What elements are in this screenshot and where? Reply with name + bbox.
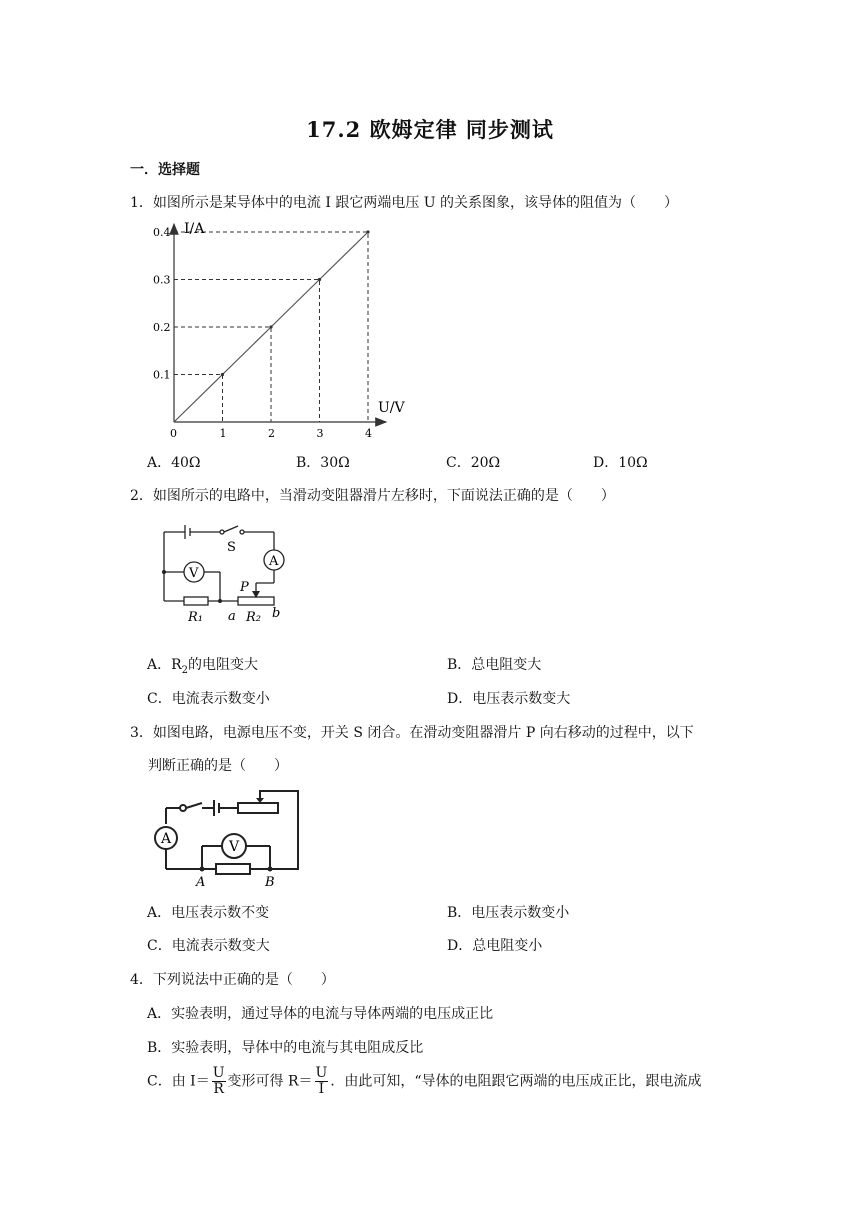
fraction-u-over-i: $\frac{U}{I}$: [315, 1065, 328, 1097]
data-point: [366, 230, 369, 233]
y-tick-label: 0.3: [153, 273, 171, 287]
circuit-diagram-2: [150, 786, 310, 891]
x-tick-label: 4: [365, 427, 372, 440]
circuit1-label-r1: R₁: [188, 610, 203, 625]
circuit2-label-v: V: [229, 839, 240, 855]
q1-option-b[interactable]: B．30Ω: [296, 455, 350, 471]
q3-option-a[interactable]: A．电压表示数不变: [147, 905, 270, 921]
data-point: [221, 373, 224, 376]
fraction-u-over-r: $\frac{U}{R}$: [212, 1065, 225, 1097]
question-2-stem: 2．如图所示的电路中，当滑动变阻器滑片左移时，下面说法正确的是（ ）: [130, 488, 615, 504]
data-point: [269, 325, 272, 328]
circuit2-label-point-a: A: [196, 875, 206, 890]
x-tick-label: 0: [170, 427, 177, 440]
circuit1-label-s: S: [227, 540, 236, 555]
q3-option-c[interactable]: C．电流表示数变大: [147, 938, 270, 954]
page-title: 17.2 欧姆定律 同步测试: [306, 117, 554, 142]
circuit2-label-point-b: B: [265, 875, 275, 890]
y-tick-label: 0.2: [153, 321, 171, 334]
circuit1-label-b-end: b: [272, 606, 281, 621]
question-4-stem: 4．下列说法中正确的是（ ）: [130, 972, 335, 988]
question-3-stem-line2: 判断正确的是（ ）: [148, 758, 288, 774]
q4-option-a[interactable]: A．实验表明，通过导体的电流与导体两端的电压成正比: [147, 1006, 494, 1022]
x-tick-label: 2: [268, 427, 275, 440]
x-tick-label: 1: [219, 427, 227, 440]
y-axis-label: I/A: [184, 221, 205, 237]
q3-option-b[interactable]: B．电压表示数变小: [447, 905, 570, 921]
circuit1-label-r2: R₂: [246, 610, 261, 625]
q2-option-b[interactable]: B．总电阻变大: [447, 657, 542, 673]
q2-option-a[interactable]: A．$R_2$的电阻变大: [147, 657, 259, 676]
q4-option-b[interactable]: B．实验表明，导体中的电流与其电阻成反比: [147, 1040, 424, 1056]
q4-option-c[interactable]: C．由 I＝ $\frac{U}{R}$ 变形可得 R＝ $\frac{U}{I}$ ．由此可知，“导体的电阻跟它两端的电压成正比，跟电流成: [147, 1065, 702, 1097]
x-axis-label: U/V: [378, 400, 405, 416]
iu-chart: [148, 216, 408, 441]
y-tick-label: 0.1: [153, 368, 171, 382]
q1-option-d[interactable]: D．10Ω: [593, 455, 648, 471]
circuit1-label-v: V: [189, 566, 199, 581]
question-3-stem-line1: 3．如图电路，电源电压不变，开关 S 闭合。在滑动变阻器滑片 P 向右移动的过程中，以下: [130, 725, 694, 741]
section-heading: 一．选择题: [130, 162, 200, 178]
question-1-stem: 1．如图所示是某导体中的电流 I 跟它两端电压 U 的关系图象，该导体的阻值为（ ）: [130, 195, 679, 211]
q1-option-c[interactable]: C．20Ω: [446, 455, 501, 471]
data-point: [318, 278, 321, 281]
q1-option-a[interactable]: A．40Ω: [147, 455, 201, 471]
q2-option-c[interactable]: C．电流表示数变小: [147, 691, 270, 707]
q2-option-d[interactable]: D．电压表示数变大: [447, 691, 571, 707]
circuit1-label-a-end: a: [228, 609, 236, 624]
circuit1-label-a: A: [269, 554, 279, 569]
y-tick-label: 0.4: [153, 226, 171, 239]
circuit-diagram-1: [150, 518, 310, 628]
circuit1-label-p: P: [240, 580, 249, 595]
circuit2-label-a: A: [161, 831, 172, 847]
x-tick-label: 3: [316, 427, 324, 440]
q3-option-d[interactable]: D．总电阻变小: [447, 938, 543, 954]
